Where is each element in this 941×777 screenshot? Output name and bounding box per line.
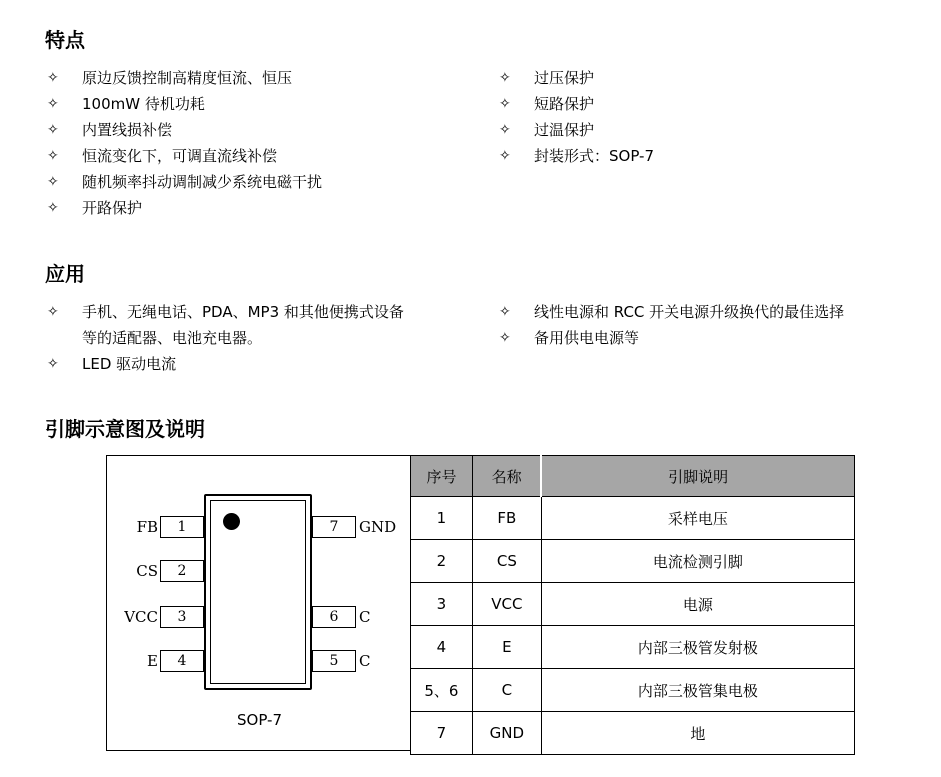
table-row <box>411 540 855 583</box>
table-cell: 3 <box>411 583 473 626</box>
list-item: ✧ 备用供电电源等 <box>499 325 844 351</box>
table-cell: CS <box>472 540 541 583</box>
list-item: ✧ 原边反馈控制高精度恒流、恒压 <box>47 65 322 91</box>
applications-list-left <box>47 299 404 377</box>
table-cell: 内部三极管集电极 <box>541 669 854 712</box>
features-list-right <box>499 65 654 169</box>
table-cell: 1 <box>411 497 473 540</box>
table-cell: 2 <box>411 540 473 583</box>
list-item: ✧ 内置线损补偿 <box>47 117 322 143</box>
table-cell: GND <box>472 712 541 755</box>
package-label: SOP-7 <box>237 711 282 729</box>
chip-body <box>204 494 312 690</box>
list-item: ✧ 过温保护 <box>499 117 654 143</box>
table-cell: 内部三极管发射极 <box>541 626 854 669</box>
list-item: ✧ 线性电源和 RCC 开关电源升级换代的最佳选择 <box>499 299 844 325</box>
column-header: 引脚说明 <box>541 456 854 497</box>
pin-label: FB <box>136 518 158 536</box>
sparkle-bullet-icon: ✧ <box>499 330 511 346</box>
column-header: 名称 <box>472 456 541 497</box>
sparkle-bullet-icon: ✧ <box>499 70 511 86</box>
pin1-marker-dot <box>223 513 240 530</box>
table-cell: C <box>472 669 541 712</box>
table-row <box>411 626 855 669</box>
pin-4: 4 <box>160 650 204 672</box>
sparkle-bullet-icon: ✧ <box>499 148 511 164</box>
table-cell: 采样电压 <box>541 497 854 540</box>
list-item: ✧ 恒流变化下，可调直流线补偿 <box>47 143 322 169</box>
pin-label: VCC <box>124 608 158 626</box>
sparkle-bullet-icon: ✧ <box>499 122 511 138</box>
table-row <box>411 712 855 755</box>
sparkle-bullet-icon: ✧ <box>47 96 59 112</box>
pin-1: 1 <box>160 516 204 538</box>
pin-2: 2 <box>160 560 204 582</box>
pin-5: 5 <box>312 650 356 672</box>
pin-label: E <box>147 652 158 670</box>
list-item: ✧ 过压保护 <box>499 65 654 91</box>
features-list-left <box>47 65 322 221</box>
sparkle-bullet-icon: ✧ <box>47 174 59 190</box>
pin-description-table <box>410 455 855 755</box>
table-cell: 电源 <box>541 583 854 626</box>
list-item-continuation: 等的适配器、电池充电器。 <box>82 329 263 347</box>
list-item: ✧ 封装形式：SOP-7 <box>499 143 654 169</box>
applications-list-right <box>499 299 844 351</box>
pin-3: 3 <box>160 606 204 628</box>
pin-6: 6 <box>312 606 356 628</box>
pin-7: 7 <box>312 516 356 538</box>
list-item: ✧ 开路保护 <box>47 195 322 221</box>
table-cell: VCC <box>472 583 541 626</box>
table-row <box>411 583 855 626</box>
list-item: ✧ LED 驱动电流 <box>47 351 404 377</box>
table-cell: 4 <box>411 626 473 669</box>
table-row <box>411 497 855 540</box>
sparkle-bullet-icon: ✧ <box>47 304 59 320</box>
table-cell: 5、6 <box>411 669 473 712</box>
table-cell: E <box>472 626 541 669</box>
pin-diagram <box>106 455 411 751</box>
sparkle-bullet-icon: ✧ <box>47 200 59 216</box>
column-header: 序号 <box>411 456 473 497</box>
list-item: ✧ 100mW 待机功耗 <box>47 91 322 117</box>
table-cell: FB <box>472 497 541 540</box>
pin-label: C <box>359 608 371 626</box>
sparkle-bullet-icon: ✧ <box>47 122 59 138</box>
sparkle-bullet-icon: ✧ <box>47 148 59 164</box>
sparkle-bullet-icon: ✧ <box>47 356 59 372</box>
sparkle-bullet-icon: ✧ <box>499 96 511 112</box>
applications-heading: 应用 <box>45 262 85 286</box>
list-item: ✧ 随机频率抖动调制减少系统电磁干扰 <box>47 169 322 195</box>
table-row <box>411 669 855 712</box>
pins-heading: 引脚示意图及说明 <box>45 417 205 441</box>
list-item: ✧ 短路保护 <box>499 91 654 117</box>
features-heading: 特点 <box>45 28 85 52</box>
table-cell: 电流检测引脚 <box>541 540 854 583</box>
table-cell: 地 <box>541 712 854 755</box>
pin-label: GND <box>359 518 397 536</box>
table-cell: 7 <box>411 712 473 755</box>
pin-label: C <box>359 652 371 670</box>
table-header-row <box>411 456 855 497</box>
sparkle-bullet-icon: ✧ <box>499 304 511 320</box>
pin-label: CS <box>136 562 158 580</box>
sparkle-bullet-icon: ✧ <box>47 70 59 86</box>
list-item: ✧ 手机、无绳电话、PDA、MP3 和其他便携式设备 <box>47 299 404 325</box>
